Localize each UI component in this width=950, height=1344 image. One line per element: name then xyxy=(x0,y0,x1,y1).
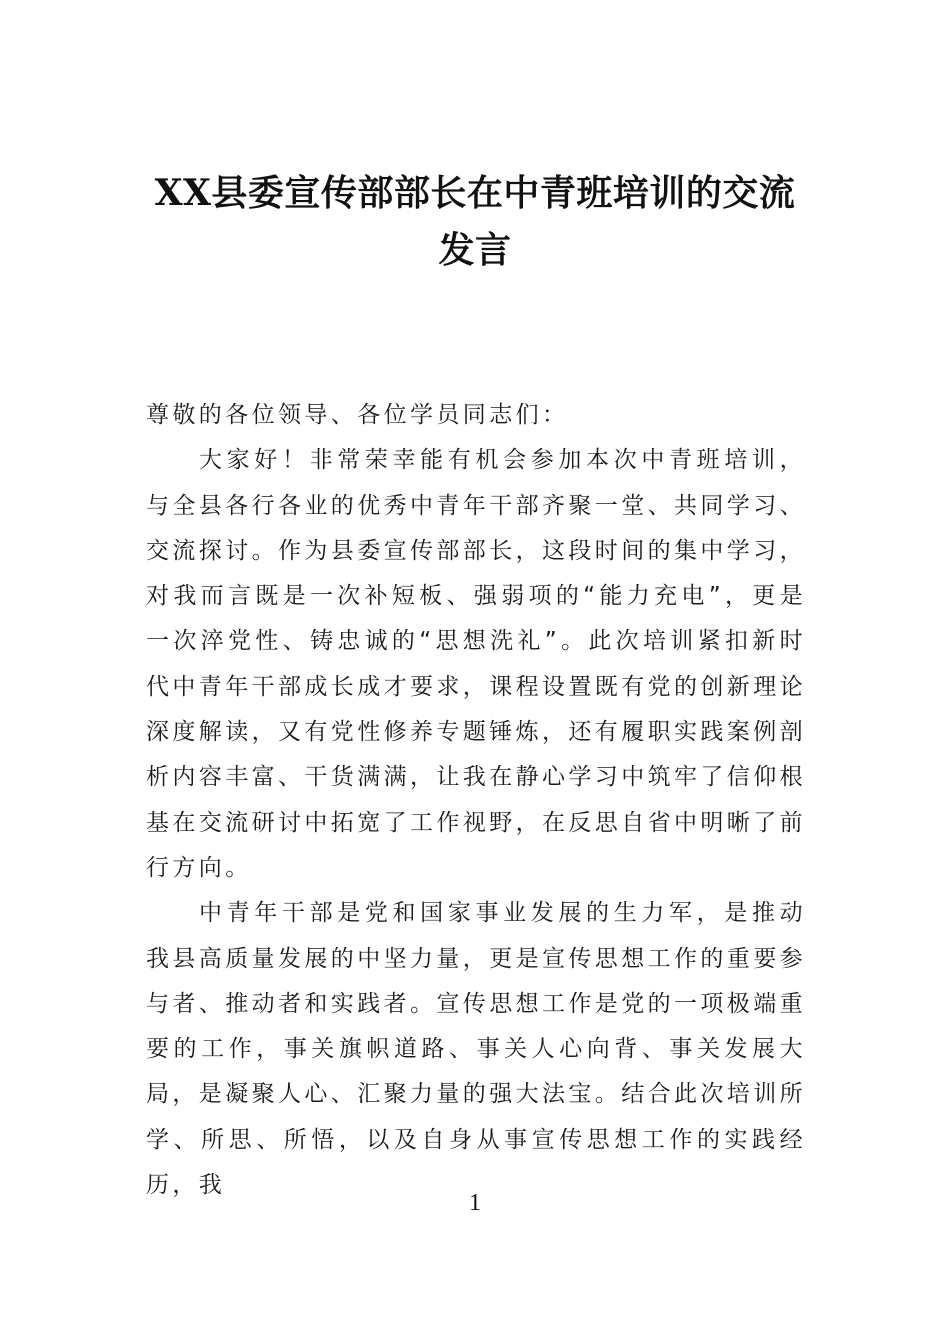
document-title: XX县委宣传部部长在中青班培训的交流发言 xyxy=(154,172,796,271)
paragraph: 中青年干部是党和国家事业发展的生力军，是推动我县高质量发展的中坚力量，更是宣传思想工作的重要参与者、推动者和实践者。宣传思想工作是党的一项极端重要的工作，事关旗帜道路、事关人心向背、事关发展大局，是凝聚人心、汇聚力量的强大法宝。结合此次培训所学、所思、所悟，以及自身从事宣传思想工作的实践经历，我 xyxy=(146,900,806,1199)
salutation: 尊敬的各位领导、各位学员同志们： xyxy=(146,402,569,428)
document-body xyxy=(146,393,806,1208)
paragraph: 大家好！非常荣幸能有机会参加本次中青班培训，与全县各行各业的优秀中青年干部齐聚一堂、共同学习、交流探讨。作为县委宣传部部长，这段时间的集中学习，对我而言既是一次补短板、强弱项的“能力充电”，更是一次淬党性、铸忠诚的“思想洗礼”。此次培训紧扣新时代中青年干部成长成才要求，课程设置既有党的创新理论深度解读，又有党性修养专题锤炼，还有履职实践案例剖析内容丰富、干货满满，让我在静心学习中筑牢了信仰根基在交流研讨中拓宽了工作视野，在反思自省中明晰了前行方向。 xyxy=(146,447,806,881)
page-number: 1 xyxy=(469,1190,481,1216)
